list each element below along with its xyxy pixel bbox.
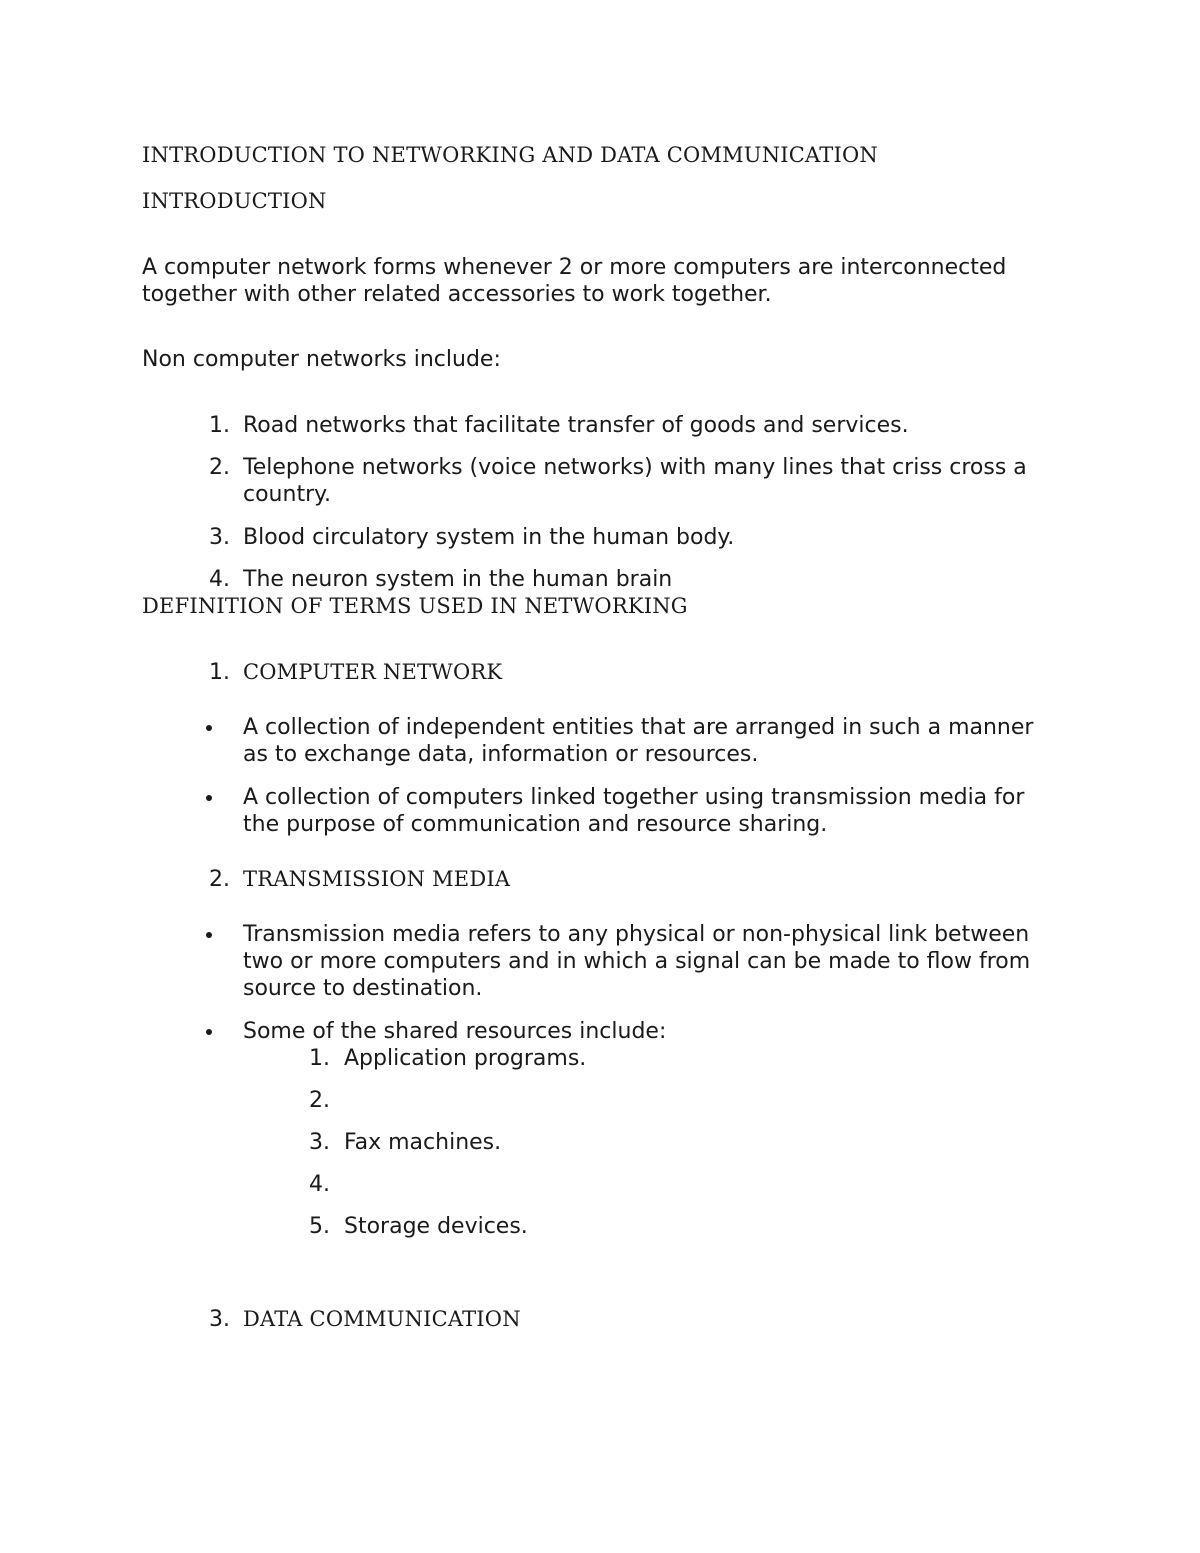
intro-paragraph-line-2: together with other related accessories to work together.: [142, 282, 772, 307]
non-computer-networks-label: Non computer networks include:: [142, 347, 501, 372]
list-item-continuation: country.: [243, 482, 331, 507]
resource-number: 3.: [309, 1130, 330, 1155]
term-computer-network: COMPUTER NETWORK: [243, 660, 503, 684]
definitions-heading: DEFINITION OF TERMS USED IN NETWORKING: [142, 594, 688, 618]
bullet-item-continuation: as to exchange data, information or resources.: [243, 742, 759, 767]
list-item: Blood circulatory system in the human body.: [243, 525, 735, 550]
term-number: 2.: [209, 867, 230, 892]
resource-number: 2.: [309, 1088, 330, 1113]
bullet-item-continuation: source to destination.: [243, 976, 483, 1001]
list-item: Road networks that facilitate transfer of goods and services.: [243, 413, 909, 438]
document-title: INTRODUCTION TO NETWORKING AND DATA COMMUNICATION: [142, 143, 878, 167]
list-item-number: 1.: [209, 413, 230, 438]
list-item-number: 2.: [209, 455, 230, 480]
resource-item: Application programs.: [344, 1046, 587, 1071]
bullet-item-continuation: two or more computers and in which a signal can be made to flow from: [243, 949, 1031, 974]
resource-number: 1.: [309, 1046, 330, 1071]
bullet-item: A collection of independent entities that are arranged in such a manner: [243, 715, 1034, 740]
intro-heading: INTRODUCTION: [142, 189, 327, 213]
resource-item: Storage devices.: [344, 1214, 528, 1239]
list-item: The neuron system in the human brain: [243, 567, 673, 592]
bullet-icon: [206, 725, 212, 731]
list-item-number: 3.: [209, 525, 230, 550]
list-item-number: 4.: [209, 567, 230, 592]
term-transmission-media: TRANSMISSION MEDIA: [243, 867, 511, 891]
bullet-item: A collection of computers linked together using transmission media for: [243, 785, 1025, 810]
resource-number: 5.: [309, 1214, 330, 1239]
intro-paragraph-line-1: A computer network forms whenever 2 or more computers are interconnected: [142, 255, 1007, 280]
bullet-icon: [206, 932, 212, 938]
bullet-icon: [206, 795, 212, 801]
resource-number: 4.: [309, 1172, 330, 1197]
term-number: 1.: [209, 660, 230, 685]
bullet-item: Transmission media refers to any physical or non-physical link between: [243, 922, 1030, 947]
term-number: 3.: [209, 1307, 230, 1332]
term-data-communication: DATA COMMUNICATION: [243, 1307, 521, 1331]
list-item: Telephone networks (voice networks) with many lines that criss cross a: [243, 455, 1027, 480]
bullet-icon: [206, 1029, 212, 1035]
resource-item: Fax machines.: [344, 1130, 502, 1155]
bullet-item-continuation: the purpose of communication and resource sharing.: [243, 812, 828, 837]
bullet-item: Some of the shared resources include:: [243, 1019, 667, 1044]
